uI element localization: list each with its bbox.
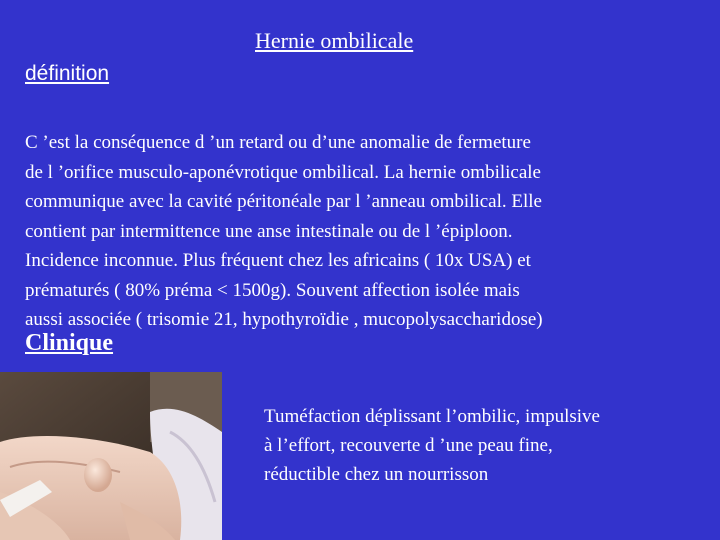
caption-line: Tuméfaction déplissant l’ombilic, impulsive [264,406,600,427]
clinical-photo [0,372,222,540]
slide-title: Hernie ombilicale [255,28,414,53]
definition-line: contient par intermittence une anse intestinale ou de l ’épiploon. [25,220,513,242]
clinical-caption [264,402,704,489]
caption-line: réductible chez un nourrisson [264,464,489,485]
definition-paragraph [25,128,715,335]
definition-line: C ’est la conséquence d ’un retard ou d’une anomalie de fermeture [25,132,531,153]
section-subtitle-definition: définition [25,62,110,85]
definition-line: communique avec la cavité péritonéale par l ’anneau ombilical. Elle [25,191,542,212]
caption-line: à l’effort, recouverte d ’une peau fine, [264,435,553,456]
definition-line: aussi associée ( trisomie 21, hypothyroïdie , mucopolysaccharidose) [25,309,543,330]
definition-line: prématurés ( 80% préma < 1500g). Souvent affection isolée mais [25,279,520,301]
section-title-clinique: Clinique [25,330,114,356]
definition-line: Incidence inconnue. Plus fréquent chez les africains ( 10x USA) et [25,250,531,271]
definition-line: de l ’orifice musculo-aponévrotique ombilical. La hernie ombilicale [25,161,541,183]
